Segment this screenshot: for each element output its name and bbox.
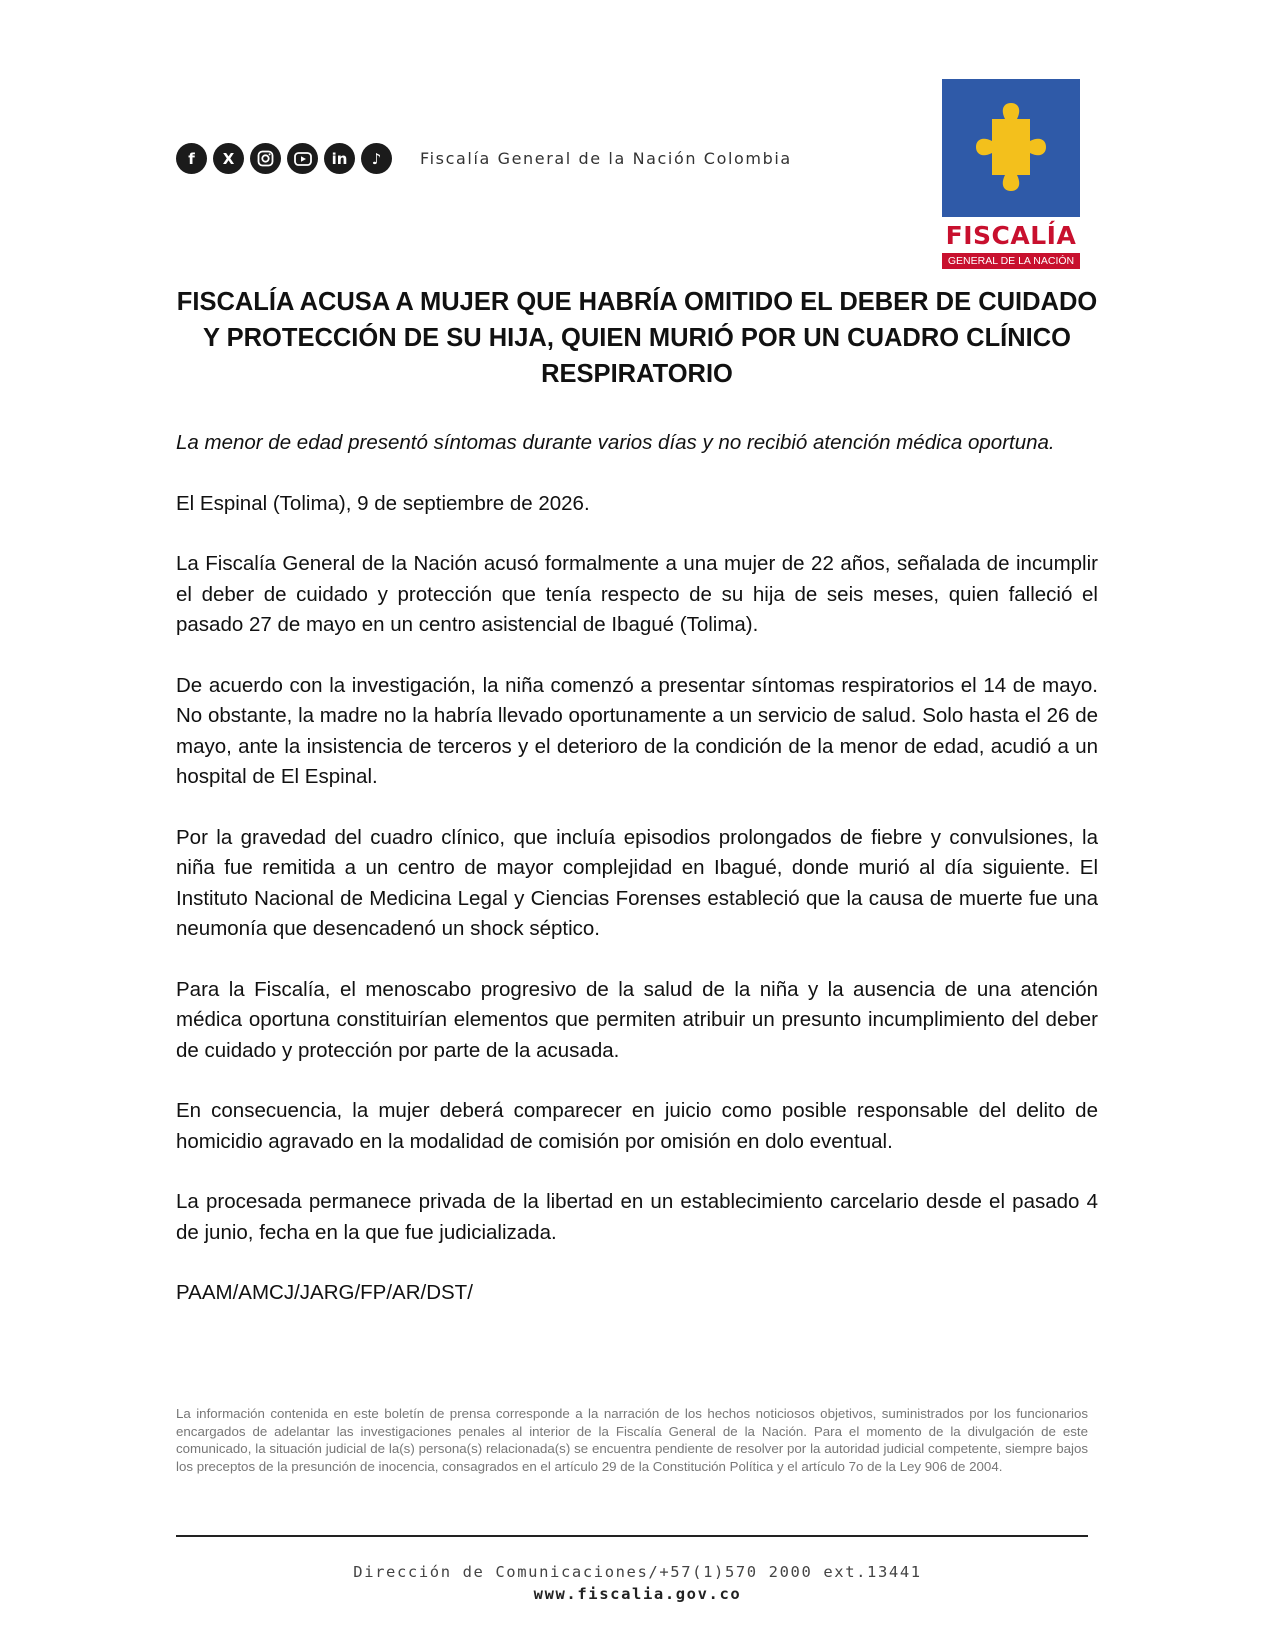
facebook-icon[interactable]: f: [176, 143, 207, 174]
paragraph: En consecuencia, la mujer deberá comparecer en juicio como posible responsable del delito de homicidio agravado en la modalidad de comisión por omisión en dolo eventual.: [176, 1099, 1098, 1153]
paragraph: Por la gravedad del cuadro clínico, que incluía episodios prolongados de fiebre y convulsiones, la niña fue remitida a un centro de mayor complejidad en Ibagué, donde murió al día siguiente. El Instituto Nacional de Medicina Legal y Ciencias Forenses estableció que la causa de muerte fue una neumonía que desencadenó un shock séptico.: [176, 825, 1098, 940]
logo-subtitle: GENERAL DE LA NACIÓN: [942, 253, 1080, 269]
paragraph: La procesada permanece privada de la libertad en un establecimiento carcelario desde el pasado 4 de junio, fecha en la que fue judicializada.: [176, 1190, 1098, 1244]
instagram-icon[interactable]: [250, 143, 281, 174]
footer-divider: [176, 1535, 1088, 1537]
footer-contact: Dirección de Comunicaciones/+57(1)570 2000 ext.13441: [353, 1563, 922, 1581]
logo-wordmark: FISCALÍA: [945, 221, 1077, 250]
legal-disclaimer: La información contenida en este boletín de prensa corresponde a la narración de los hechos noticiosos objetivos, suministrados por los funcionarios encargados de adelantar las investigaciones penales al interior de la Fiscalía General de la Nación. Para el momento de la divulgación de este comunicado, la situación judicial de la(s) persona(s) relacionada(s) se encuentra pendiente de resolver por la autoridad judicial competente, siempre bajos los preceptos de la presunción de inocencia, consagrados en el artículo 29 de la Constitución Política y el artículo 7o de la Ley 906 de 2004.: [176, 1406, 1088, 1474]
press-release-title: FISCALÍA ACUSA A MUJER QUE HABRÍA OMITIDO EL DEBER DE CUIDADO Y PROTECCIÓN DE SU HIJA, QUIEN MURIÓ POR UN CUADRO CLÍNICO RESPIRATORIO: [176, 288, 1098, 388]
logo-emblem: [942, 79, 1080, 217]
social-links-row: [176, 143, 792, 174]
paragraph: Para la Fiscalía, el menoscabo progresivo de la salud de la niña y la ausencia de una atención médica oportuna constituirían elementos que permiten atribuir un presunto incumplimiento del deber de cuidado y protección por parte de la acusada.: [176, 977, 1098, 1062]
youtube-icon[interactable]: [287, 143, 318, 174]
paragraph: La Fiscalía General de la Nación acusó formalmente a una mujer de 22 años, señalada de incumplir el deber de cuidado y protección que tenía respecto de su hija de seis meses, quien falleció el pasado 27 de mayo en un centro asistencial de Ibagué (Tolima).: [176, 552, 1098, 636]
paragraph: De acuerdo con la investigación, la niña comenzó a presentar síntomas respiratorios el 14 de mayo. No obstante, la madre no la habría llevado oportunamente a un servicio de salud. Solo hasta el 26 de mayo, ante la insistencia de terceros y el deterioro de la condición de la menor de edad, acudió a un hospital de El Espinal.: [176, 673, 1098, 788]
puzzle-piece-icon: [942, 79, 1080, 217]
press-release-body: [176, 428, 1098, 1339]
linkedin-icon[interactable]: in: [324, 143, 355, 174]
footer-website-link[interactable]: www.fiscalia.gov.co: [533, 1585, 742, 1603]
tiktok-icon[interactable]: ♪: [361, 143, 392, 174]
organization-name: Fiscalía General de la Nación Colombia: [420, 149, 792, 168]
x-twitter-icon[interactable]: X: [213, 143, 244, 174]
subtitle: La menor de edad presentó síntomas durante varios días y no recibió atención médica oportuna.: [176, 431, 1055, 454]
fiscalia-logo: [942, 79, 1080, 269]
dateline: El Espinal (Tolima), 9 de septiembre de 2026.: [176, 491, 590, 515]
signature-codes: PAAM/AMCJ/JARG/FP/AR/DST/: [176, 1281, 473, 1304]
